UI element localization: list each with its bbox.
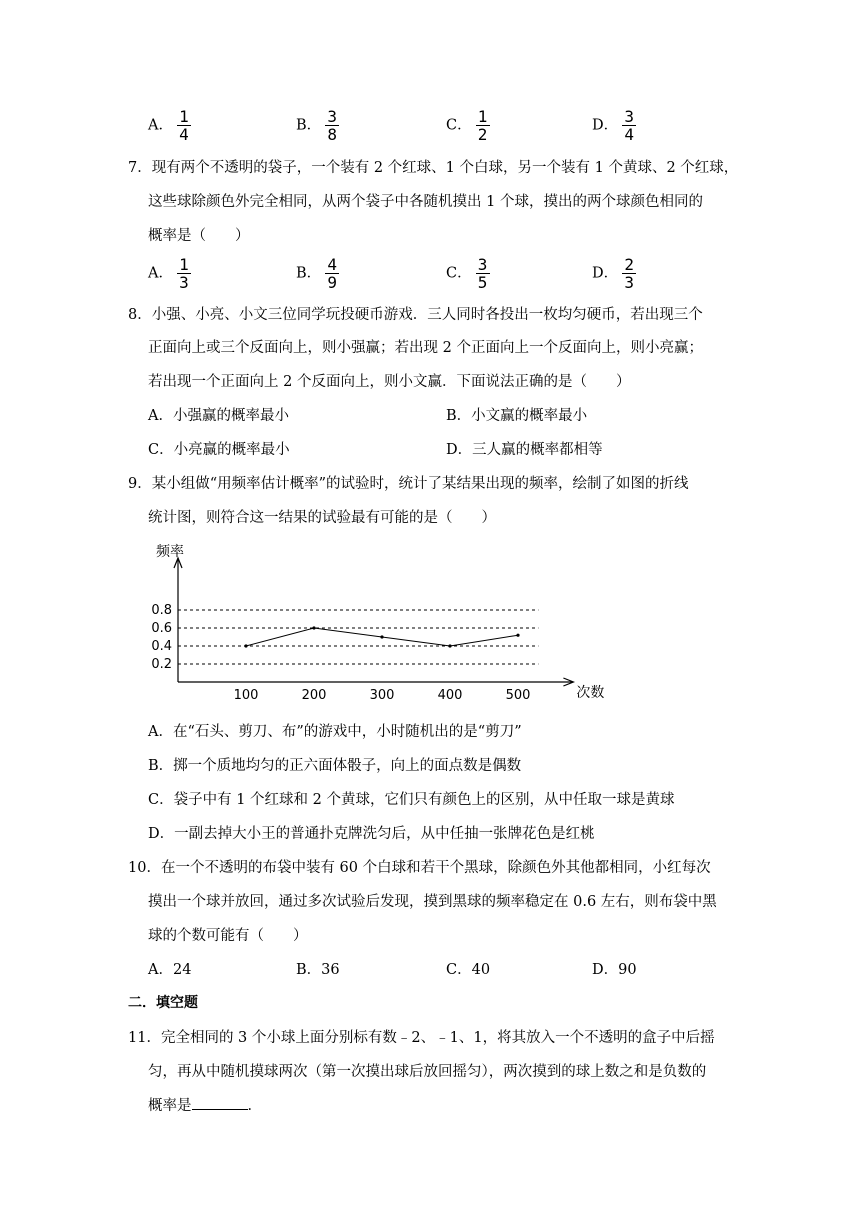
data-point <box>244 644 247 647</box>
y-tick-label: 0.2 <box>151 657 172 672</box>
fraction: $\frac{1}{2}$ <box>476 108 490 143</box>
x-tick-label: 400 <box>437 688 463 703</box>
q7-option-c: C． $\frac{3}{5}$ <box>446 256 490 291</box>
section-heading-fill-in: 二．填空题 <box>128 995 198 1011</box>
data-point <box>448 644 451 647</box>
q6-option-b: B． $\frac{3}{8}$ <box>296 108 339 143</box>
q8-option-d: D．三人赢的概率都相等 <box>446 442 603 458</box>
q9-line-1: 9．某小组做“用频率估计概率”的试验时，统计了某结果出现的频率，绘制了如图的折线 <box>128 476 689 492</box>
q9-option-a: A．在“石头、剪刀、布”的游戏中，小时随机出的是“剪刀” <box>148 724 522 740</box>
fraction: $\frac{3}{8}$ <box>325 108 339 143</box>
q8-line-1: 8．小强、小亮、小文三位同学玩投硬币游戏．三人同时各投出一枚均匀硬币，若出现三个 <box>128 307 703 323</box>
q6-option-d: D． $\frac{3}{4}$ <box>592 108 636 143</box>
q7-option-d: D． $\frac{2}{3}$ <box>592 256 636 291</box>
q10-option-c: C．40 <box>446 962 491 978</box>
frequency-line-chart <box>140 538 605 708</box>
y-axis-title: 频率 <box>156 544 184 560</box>
y-tick-label: 0.8 <box>151 603 172 618</box>
fraction: $\frac{3}{5}$ <box>476 256 490 291</box>
q6-option-c: C． $\frac{1}{2}$ <box>446 108 490 143</box>
q10-option-b: B．36 <box>296 962 340 978</box>
q11-suffix: ． <box>247 1098 262 1114</box>
q10-line-2: 摸出一个球并放回，通过多次试验后发现，摸到黑球的频率稳定在 0.6 左右，则布袋中黑 <box>148 894 717 910</box>
q7-option-b: B． $\frac{4}{9}$ <box>296 256 339 291</box>
x-tick-label: 200 <box>301 688 327 703</box>
q7-line-3: 概率是（ ） <box>148 228 250 244</box>
data-point <box>380 635 383 638</box>
q8-line-2: 正面向上或三个反面向上，则小强赢；若出现 2 个正面向上一个反面向上，则小亮赢； <box>148 340 703 356</box>
q7-option-a: A． $\frac{1}{3}$ <box>148 256 191 291</box>
q11-line-1: 11．完全相同的 3 个小球上面分别标有数﹣2、﹣1、1，将其放入一个不透明的盒子中后摇 <box>128 1030 715 1046</box>
fraction: $\frac{4}{9}$ <box>325 256 339 291</box>
q8-line-3: 若出现一个正面向上 2 个反面向上，则小文赢．下面说法正确的是（ ） <box>148 374 631 390</box>
q9-option-c: C．袋子中有 1 个红球和 2 个黄球，它们只有颜色上的区别，从中任取一球是黄球 <box>148 792 675 808</box>
fraction: $\frac{2}{3}$ <box>622 256 636 291</box>
x-tick-label: 500 <box>505 688 531 703</box>
q7-line-1: 7．现有两个不透明的袋子，一个装有 2 个红球、1 个白球，另一个装有 1 个黄球、2 个红球， <box>128 160 739 176</box>
y-tick-label: 0.4 <box>151 639 172 654</box>
q8-option-c: C．小亮赢的概率最小 <box>148 442 290 458</box>
q9-option-d: D．一副去掉大小王的普通扑克牌洗匀后，从中任抽一张牌花色是红桃 <box>148 826 595 842</box>
q11-line-2: 匀，再从中随机摸球两次（第一次摸出球后放回摇匀），两次摸到的球上数之和是负数的 <box>148 1064 707 1080</box>
q11-prefix: 概率是 <box>148 1098 192 1114</box>
q10-option-d: D．90 <box>592 962 637 978</box>
fraction: $\frac{1}{3}$ <box>177 256 191 291</box>
x-axis-title: 次数 <box>576 685 605 701</box>
q9-line-2: 统计图，则符合这一结果的试验最有可能的是（ ） <box>148 510 496 526</box>
q6-option-a: A． $\frac{1}{4}$ <box>148 108 191 143</box>
x-tick-label: 100 <box>233 688 259 703</box>
x-tick-label: 300 <box>369 688 395 703</box>
q11-line-3 <box>148 1094 262 1115</box>
data-point <box>312 626 315 629</box>
q10-line-1: 10．在一个不透明的布袋中装有 60 个白球和若干个黑球，除颜色外其他都相同，小红每次 <box>128 860 711 876</box>
answer-blank <box>192 1097 248 1110</box>
q8-option-b: B．小文赢的概率最小 <box>446 408 588 424</box>
fraction: $\frac{1}{4}$ <box>177 108 191 143</box>
y-tick-label: 0.6 <box>151 621 172 636</box>
q9-option-b: B．掷一个质地均匀的正六面体骰子，向上的面点数是偶数 <box>148 758 522 774</box>
q10-option-a: A．24 <box>148 962 192 978</box>
q7-line-2: 这些球除颜色外完全相同，从两个袋子中各随机摸出 1 个球，摸出的两个球颜色相同的 <box>148 194 703 210</box>
fraction: $\frac{3}{4}$ <box>622 108 636 143</box>
q10-line-3: 球的个数可能有（ ） <box>148 928 308 944</box>
data-point <box>516 634 519 637</box>
q8-option-a: A．小强赢的概率最小 <box>148 408 289 424</box>
